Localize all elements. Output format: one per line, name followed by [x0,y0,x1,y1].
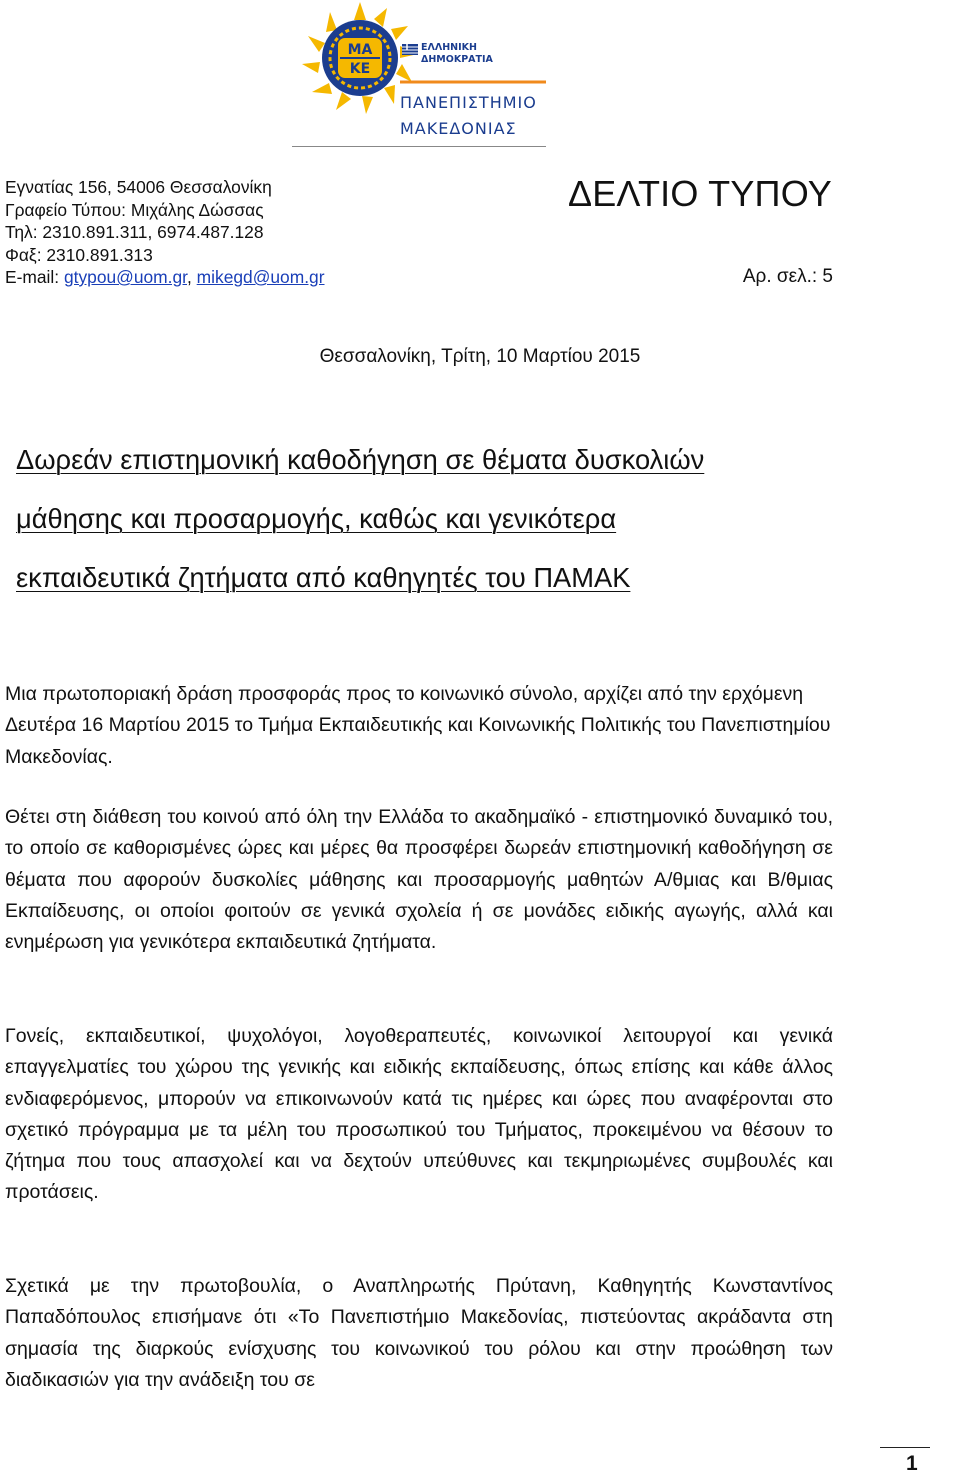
email-line [5,266,325,289]
headline-line-2: μάθησης και προσαρμογής, καθώς και γενικότερα [16,503,617,534]
svg-text:ΠΑΝΕΠΙΣΤΗΜΙΟ: ΠΑΝΕΠΙΣΤΗΜΙΟ [400,93,537,112]
svg-text:ΕΛΛΗΝΙΚΗ: ΕΛΛΗΝΙΚΗ [421,42,477,53]
greek-flag-icon [402,44,418,55]
paragraph-4: Σχετικά με την πρωτοβουλία, ο Αναπληρωτής Πρύτανη, Καθηγητής Κωνσταντίνος Παπαδόπουλος επισήμανε ότι «Το Πανεπιστήμιο Μακεδονίας, πιστεύοντας ακράδαντα στη σημασία της διαρκούς ενίσχυσης του κοινωνικού του ρόλου και στην προώθηση των διαδικασιών για την ανάδειξη του σε [5,1275,833,1391]
document-title: ΔΕΛΤΙΟ ΤΥΠΟΥ [567,173,832,214]
logo-divider [292,146,546,147]
svg-text:ΜΑ: ΜΑ [347,42,373,58]
contact-block [5,176,325,289]
paragraph-2: Θέτει στη διάθεση του κοινού από όλη την Ελλάδα το ακαδημαϊκό - επιστημονικό δυναμικό του, το οποίο σε καθορισμένες ώρες και μέρες θα προσφέρει δωρεάν επιστημονική καθοδήγηση σε θέματα που αφορούν δυσκολίες μάθησης και προσαρμογής μαθητών Α/θμιας και Β/θμιας Εκπαίδευσης, οι οποίοι φοιτούν σε γενικά σχολεία ή σε μονάδες ειδικής αγωγής, αλλά και ενημέρωση για γενικότερα εκπαιδευτικά ζητήματα. [5,806,833,954]
press-office: Γραφείο Τύπου: Μιχάλης Δώσσας [5,199,264,220]
fax: Φαξ: 2310.891.313 [5,244,153,265]
address: Εγνατίας 156, 54006 Θεσσαλονίκη [5,177,272,197]
page-number: 1 [906,1452,918,1475]
email-link-secondary[interactable]: mikegd@uom.gr [196,267,325,287]
svg-text:ΚΕ: ΚΕ [349,61,371,77]
phone: Τηλ: 2310.891.311, 6974.487.128 [5,222,264,242]
email-separator: , [187,267,197,287]
headline-line-1: Δωρεάν επιστημονική καθοδήγηση σε θέματα δυσκολιών [16,444,705,475]
email-link-press[interactable]: gtypou@uom.gr [63,267,187,287]
press-release-date: Θεσσαλονίκη, Τρίτη, 10 Μαρτίου 2015 [319,346,641,367]
svg-text:ΜΑΚΕΔΟΝΙΑΣ: ΜΑΚΕΔΟΝΙΑΣ [400,119,517,138]
headline [16,430,816,607]
paragraph-1: Μια πρωτοποριακή δράση προσφοράς προς το κοινωνικό σύνολο, αρχίζει από την ερχόμενη Δευτέρα 16 Μαρτίου 2015 το Τμήμα Εκπαιδευτικής και Κοινωνικής Πολιτικής του Πανεπιστημίου Μακεδονίας. [5,683,831,768]
paragraph-3: Γονείς, εκπαιδευτικοί, ψυχολόγοι, λογοθεραπευτές, κοινωνικοί λειτουργοί και γενικά επαγγελματίες του χώρου της γενικής και ειδικής εκπαίδευσης, όπως επίσης και κάθε άλλος ενδιαφερόμενος, μπορούν να επικοινωνούν κατά τις ημέρες και ώρες που αναφέρονται στο σχετικό πρόγραμμα με τα μέλη του προσωπικού του Τμήματος, προκειμένου να θέσουν το ζήτημα που τους απασχολεί και να δεχτούν υπεύθυνες και τεκμηριωμένες συμβουλές και προτάσεις. [5,1025,833,1204]
page-count: Αρ. σελ.: 5 [742,266,833,287]
university-seal-icon [290,0,546,148]
page-number-divider [880,1447,930,1448]
email-label: E-mail: [5,267,64,287]
headline-line-3: εκπαιδευτικά ζητήματα από καθηγητές του ΠΑΜΑΚ [16,562,631,593]
university-logo [290,0,546,148]
svg-text:ΔΗΜΟΚΡΑΤΙΑ: ΔΗΜΟΚΡΑΤΙΑ [421,54,493,65]
